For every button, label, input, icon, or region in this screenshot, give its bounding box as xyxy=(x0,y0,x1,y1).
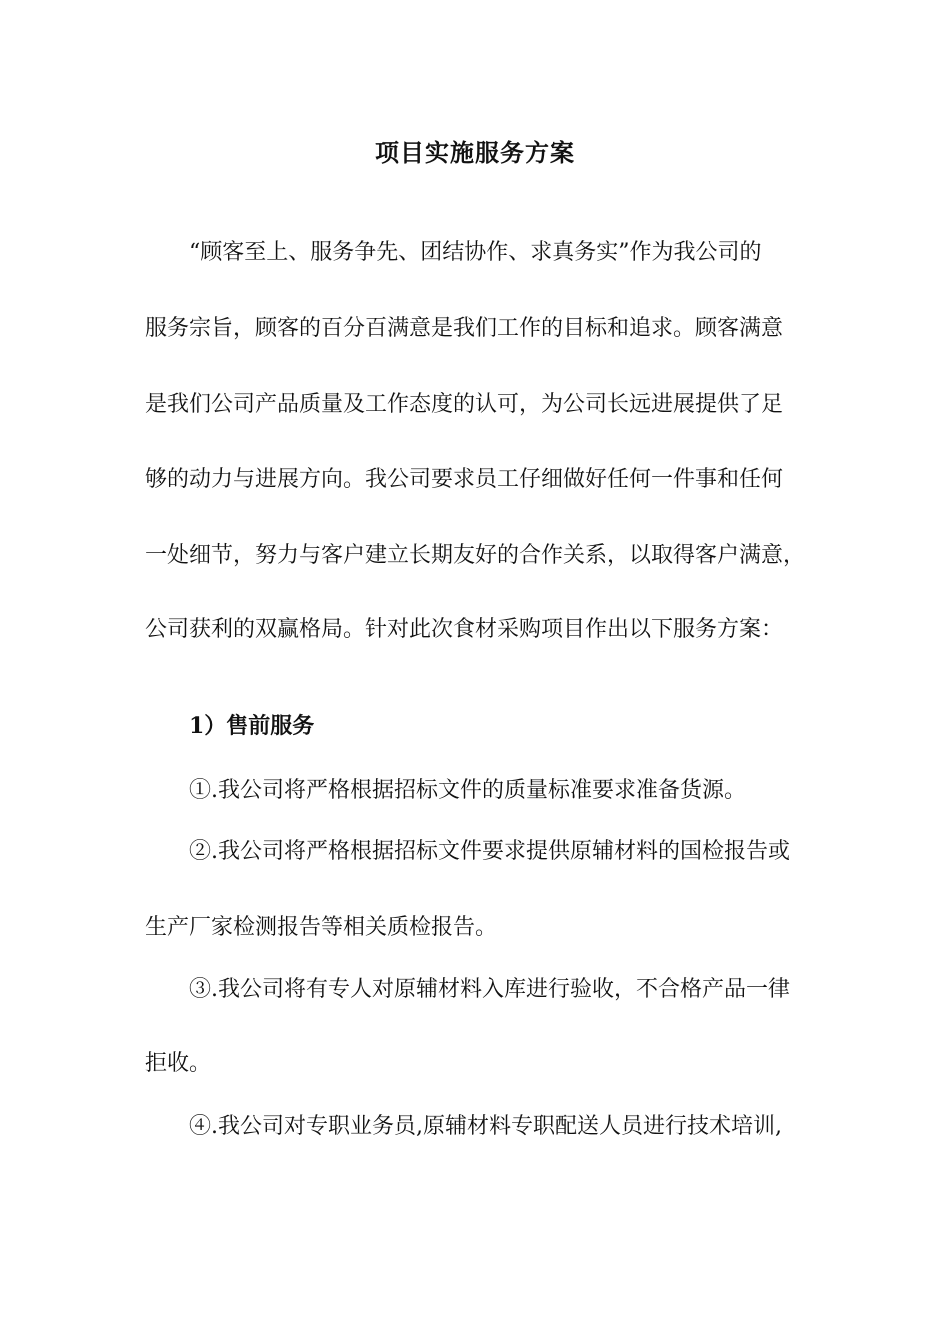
intro-line-2: 服务宗旨，顾客的百分百满意是我们工作的目标和追求。顾客满意 xyxy=(145,316,784,341)
item-2-line-1: ②.我公司将严格根据招标文件要求提供原辅材料的国检报告或 xyxy=(189,839,790,864)
intro-line-4: 够的动力与进展方向。我公司要求员工仔细做好任何一件事和任何 xyxy=(145,467,784,492)
page-title: 项目实施服务方案 xyxy=(375,138,575,167)
item-3-line-2: 拒收。 xyxy=(145,1051,212,1076)
intro-line-5: 一处细节，努力与客户建立长期友好的合作关系，以取得客户满意， xyxy=(145,543,806,568)
item-1: ①.我公司将严格根据招标文件的质量标准要求准备货源。 xyxy=(189,778,746,803)
intro-line-1: “顾客至上、服务争先、团结协作、求真务实”作为我公司的 xyxy=(189,240,762,265)
item-4-line-1: ④.我公司对专职业务员,原辅材料专职配送人员进行技术培训, xyxy=(189,1114,782,1139)
section-heading: 1）售前服务 xyxy=(189,713,315,739)
item-3-line-1: ③.我公司将有专人对原辅材料入库进行验收，不合格产品一律 xyxy=(189,977,790,1002)
item-2-line-2: 生产厂家检测报告等相关质检报告。 xyxy=(145,915,498,940)
intro-line-3: 是我们公司产品质量及工作态度的认可，为公司长远进展提供了足 xyxy=(145,392,784,417)
intro-line-6: 公司获利的双赢格局。针对此次食材采购项目作出以下服务方案： xyxy=(145,617,784,642)
